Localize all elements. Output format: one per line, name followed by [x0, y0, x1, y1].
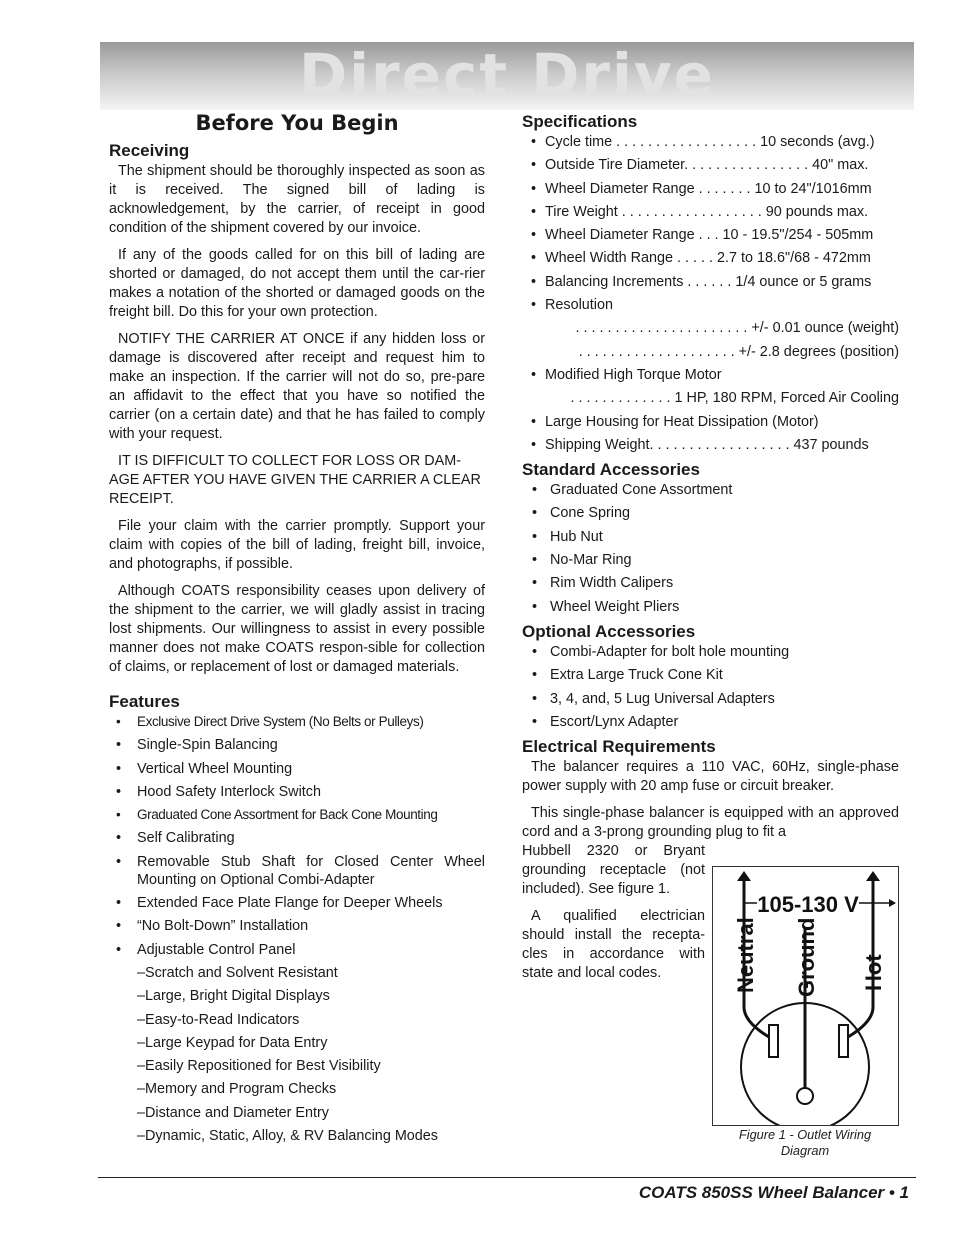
list-item: • Wheel Weight Pliers	[532, 598, 680, 615]
list-item: • Single-Spin Balancing	[116, 737, 278, 754]
spec-item-continuation: . . . . . . . . . . . . . . . . . . . . . . +/- 0.01 ounce (weight)	[575, 320, 899, 337]
list-item: • 3, 4, and, 5 Lug Universal Adapters	[532, 690, 775, 707]
hot-label: Hot	[861, 954, 886, 991]
left-column	[109, 110, 485, 1150]
paragraph: NOTIFY THE CARRIER AT ONCE if any hidden loss or damage is discovered after receipt and request him to make an inspection. If the carrier will not do so, pre-pare an affidavit to the effect that you have so notified the carrier (on a certain date) and that he has failed to comply with your request.	[109, 331, 485, 442]
features-list	[109, 713, 485, 1145]
list-item: • “No Bolt-Down” Installation	[116, 918, 309, 935]
sub-list-item: –Large, Bright Digital Displays	[137, 988, 330, 1005]
list-item: • Exclusive Direct Drive System (No Belts or Pulleys)	[116, 714, 424, 729]
figure-caption-line: Diagram	[780, 1143, 830, 1158]
paragraph: A qualified electrician should install the recepta-cles in accordance with state and local codes.	[522, 908, 705, 982]
neutral-arrow	[737, 871, 751, 881]
spec-item: • Wheel Width Range . . . . . 2.7 to 18.6"/68 - 472mm	[531, 250, 871, 267]
figure-caption-line: Figure 1 - Outlet Wiring	[738, 1127, 872, 1142]
spec-item: • Modified High Torque Motor	[531, 366, 722, 383]
neutral-slot	[769, 1025, 778, 1057]
hot-slot	[839, 1025, 848, 1057]
list-item: • Escort/Lynx Adapter	[532, 713, 679, 730]
list-item: • Rim Width Calipers	[532, 575, 674, 592]
ground-label: Ground	[794, 917, 819, 997]
list-item: • Graduated Cone Assortment for Back Cone Mounting	[116, 807, 438, 823]
list-item: • Extended Face Plate Flange for Deeper Wheels	[116, 895, 443, 912]
sub-list-item: –Memory and Program Checks	[137, 1081, 337, 1098]
paragraph: This single-phase balancer is equipped with an approved cord and a 3-prong grounding plug to fit a	[522, 805, 899, 841]
list-item: • Hub Nut	[532, 528, 603, 545]
section-title-electrical-requirements: Electrical Requirements	[522, 737, 716, 757]
list-item: • Cone Spring	[532, 505, 630, 522]
footer-rule	[98, 1177, 916, 1178]
list-item: • Vertical Wheel Mounting	[116, 760, 293, 777]
ground-pin	[797, 1088, 813, 1104]
section-title-optional-accessories: Optional Accessories	[522, 621, 696, 641]
header-banner	[100, 42, 914, 110]
list-item: • Extra Large Truck Cone Kit	[532, 667, 723, 684]
spec-item: • Resolution	[531, 297, 613, 314]
sub-list-item: –Scratch and Solvent Resistant	[137, 964, 338, 981]
spec-item-continuation: . . . . . . . . . . . . . . . . . . . . +/- 2.8 degrees (position)	[578, 343, 899, 360]
voltage-label: 105-130 V	[757, 892, 859, 917]
section-title-specifications: Specifications	[522, 112, 638, 131]
sub-list-item: –Distance and Diameter Entry	[137, 1104, 329, 1121]
list-item: • Adjustable Control Panel	[116, 941, 296, 958]
list-item: • Self Calibrating	[116, 830, 235, 847]
list-item: • Graduated Cone Assortment	[532, 482, 733, 499]
spec-item: • Cycle time . . . . . . . . . . . . . . . . . . 10 seconds (avg.)	[531, 134, 875, 150]
paragraph: IT IS DIFFICULT TO COLLECT FOR LOSS OR DAM-AGE AFTER YOU HAVE GIVEN THE CARRIER A CLEAR RECEIPT.	[109, 453, 481, 507]
spec-item: • Wheel Diameter Range . . . . . . . 10 to 24"/1016mm	[531, 180, 872, 197]
sub-list-item: –Easily Repositioned for Best Visibility	[137, 1058, 381, 1075]
paragraph: The shipment should be thoroughly inspected as soon as it is received. The signed bill of lading is acknowledgement, by the carrier, of receipt in good condition of the shipment covered by our invoice.	[109, 163, 485, 236]
list-item: • Removable Stub Shaft for Closed Center Wheel Mounting on Optional Combi-Adapter	[116, 853, 485, 888]
section-title-features: Features	[109, 692, 180, 711]
right-column	[522, 110, 899, 991]
figure-caption	[710, 1127, 900, 1159]
dimension-arrow	[889, 899, 896, 907]
list-item: • No-Mar Ring	[532, 552, 632, 569]
paragraph: File your claim with the carrier promptly. Support your claim with copies of the bill of lading, freight bill, invoice, and photographs, if possible.	[109, 518, 485, 572]
page-title: Before You Begin	[195, 111, 399, 135]
spec-item: • Outside Tire Diameter. . . . . . . . . . . . . . . . 40" max.	[531, 157, 869, 174]
section-title-standard-accessories: Standard Accessories	[522, 460, 700, 480]
spec-item: • Tire Weight . . . . . . . . . . . . . . . . . . 90 pounds max.	[531, 203, 869, 220]
optional-accessories-list	[522, 643, 899, 731]
hot-arrow	[866, 871, 880, 881]
list-item: • Combi-Adapter for bolt hole mounting	[532, 643, 790, 660]
paragraph: Although COATS responsibility ceases upon delivery of the shipment to the carrier, we will gladly assist in tracing lost shipments. Our willingness to assist in every possible manner does not make COATS respon-sible for collection of claims, or replacement of lost or damaged materials.	[109, 583, 485, 675]
neutral-label: Neutral	[733, 917, 758, 993]
spec-item: • Wheel Diameter Range . . . 10 - 19.5"/254 - 505mm	[531, 227, 874, 244]
spec-item-continuation: . . . . . . . . . . . . . 1 HP, 180 RPM, Forced Air Cooling	[570, 390, 899, 407]
page-footer: COATS 850SS Wheel Balancer • 1	[638, 1183, 909, 1202]
paragraph: If any of the goods called for on this bill of lading are shorted or damaged, do not accept them until the car-rier makes a notation of the shorted or damaged goods on the freight bill. Do this for your own protection.	[109, 247, 485, 320]
sub-list-item: –Easy-to-Read Indicators	[137, 1011, 300, 1028]
paragraph: The balancer requires a 110 VAC, 60Hz, single-phase power supply with 20 amp fuse or circuit breaker.	[522, 759, 899, 795]
sub-list-item: –Large Keypad for Data Entry	[137, 1034, 328, 1051]
spec-item: • Shipping Weight. . . . . . . . . . . . . . . . . . 437 pounds	[531, 436, 869, 453]
specifications-list	[522, 133, 899, 454]
spec-item: • Large Housing for Heat Dissipation (Motor)	[531, 413, 819, 430]
sub-list-item: –Dynamic, Static, Alloy, & RV Balancing Modes	[137, 1128, 439, 1145]
outlet-wiring-svg	[713, 867, 898, 1125]
outlet-wiring-diagram	[712, 866, 899, 1126]
paragraph: Hubbell 2320 or Bryant grounding receptacle (not included). See figure 1.	[522, 843, 705, 898]
list-item: • Hood Safety Interlock Switch	[116, 783, 321, 800]
section-title-receiving: Receiving	[109, 141, 190, 160]
standard-accessories-list	[522, 481, 899, 615]
spec-item: • Balancing Increments . . . . . . 1/4 ounce or 5 grams	[531, 273, 872, 290]
banner-title: Direct Drive	[298, 42, 716, 109]
